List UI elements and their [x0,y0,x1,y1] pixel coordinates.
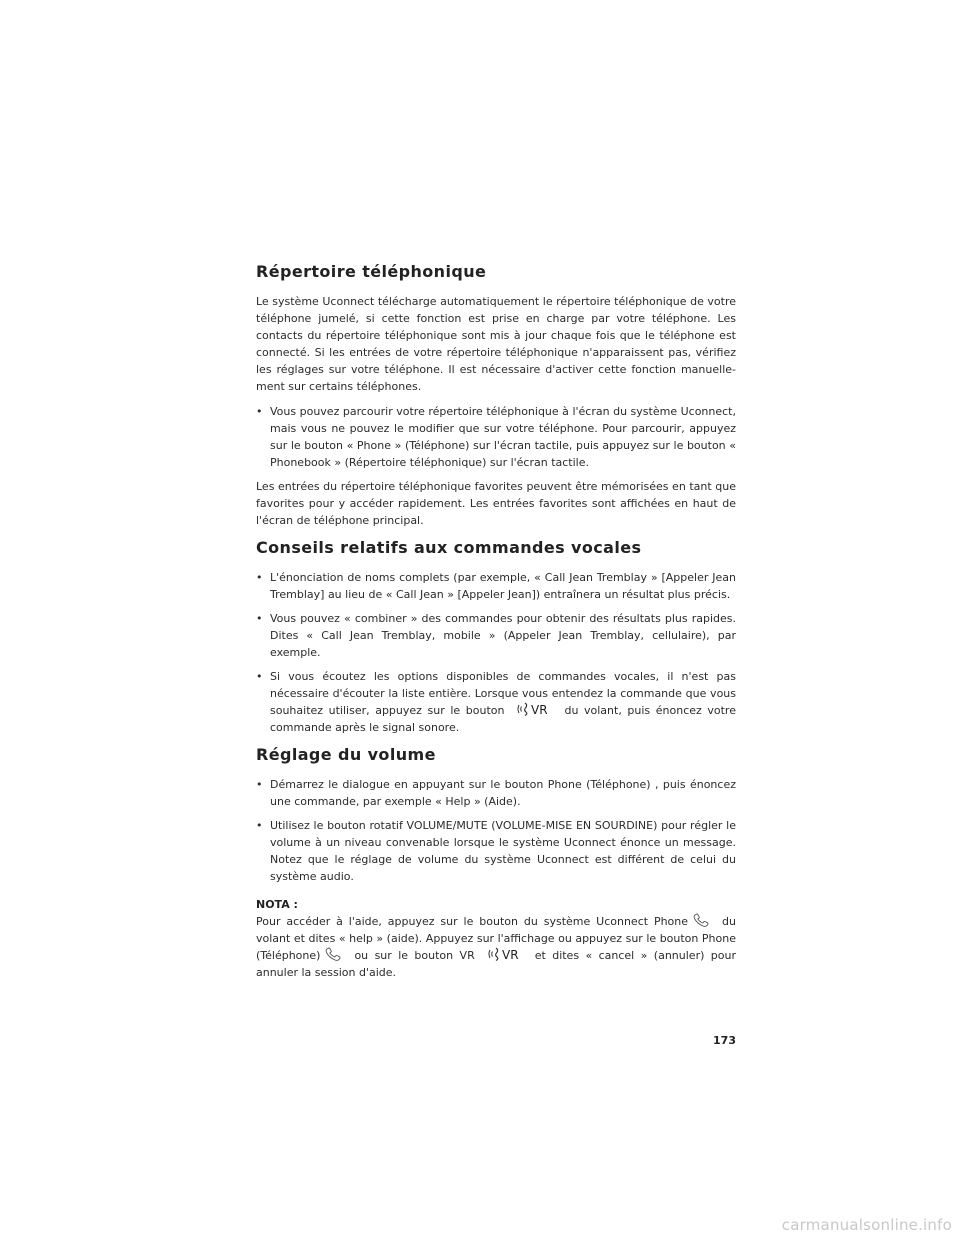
voice-recognition-icon [516,702,554,716]
nota-text-1: Pour accéder à l'aide, appuyez sur le bouton du système Uconnect Phone [256,915,689,928]
list-item [256,817,736,885]
list-item [256,668,736,736]
list-item [256,403,736,471]
voice-recognition-icon [487,947,525,961]
bullet-dot: • [256,778,263,791]
phone-icon [324,947,344,962]
paragraph-repertoire-favorites: Les entrées du répertoire téléphonique favorites peuvent être mémorisées en tant que favorites pour y accéder rapidement. Les entrées favorites sont affichées en haut de l'écran de téléphone principal. [256,480,736,527]
section-heading-conseils: Conseils relatifs aux commandes vocales [256,538,642,557]
bullet-dot: • [256,819,263,832]
nota-text-3: ou sur le bouton VR [354,949,475,962]
page-content [256,262,736,989]
bullet-text: Utilisez le bouton rotatif VOLUME/MUTE (VOLUME-MISE EN SOURDINE) pour régler le volume à un niveau convenable lorsque le système Uconnect énonce un message. Notez que le réglage de volume du système Uconnect est différent de celui du système audio. [270,819,736,883]
nota-paragraph [256,913,736,981]
section-heading-repertoire: Répertoire téléphonique [256,262,487,281]
vr-label: VR [501,948,519,961]
section-heading-volume: Réglage du volume [256,745,436,764]
list-item [256,776,736,810]
page-number: 173 [713,1034,736,1047]
watermark: carmanualsonline.info [781,1216,952,1234]
bullet-dot: • [256,670,263,683]
bullet-dot: • [256,612,263,625]
bullet-text-before-icon: Si vous écoutez les options disponibles de commandes vocales, il n'est pas nécessaire d'écouter la liste entière. Lorsque vous entendez la commande que vous souhaitez utiliser, appuyez sur le bouton [270,670,736,717]
nota-title: NOTA : [256,898,298,911]
bullet-text [270,668,736,736]
bullet-text: L'énonciation de noms complets (par exemple, « Call Jean Tremblay » [Appeler Jean Tremblay] au lieu de « Call Jean » [Appeler Jean]) entraînera un résultat plus précis. [270,571,736,601]
paragraph-repertoire-intro: Le système Uconnect télécharge automatiquement le répertoire téléphonique de votre téléphone jumelé, si cette fonction est prise en charge par votre téléphone. Les contacts du répertoire téléphonique sont mis à jour chaque fois que le téléphone est connecté. Si les entrées de votre répertoire téléphonique n'apparaissent pas, vérifiez les réglages sur votre téléphone. Il est nécessaire d'activer cette fonction manuelle-ment sur certains téléphones. [256,295,736,393]
list-item [256,610,736,661]
bullet-dot: • [256,405,263,418]
nota-text-4: et dites « cancel » (annuler) pour annuler la session d'aide. [256,949,736,979]
bullet-text-after-icon: du volant, puis énoncez votre commande après le signal sonore. [270,704,736,734]
bullet-text: Démarrez le dialogue en appuyant sur le bouton Phone (Téléphone) , puis énoncez une commande, par exemple « Help » (Aide). [270,778,736,808]
bullet-text: Vous pouvez parcourir votre répertoire téléphonique à l'écran du système Uconnect, mais vous ne pouvez le modifier que sur votre téléphone. Pour parcourir, appuyez sur le bouton « Phone » (Téléphone) sur l'écran tactile, puis appuyez sur le bouton « Phonebook » (Répertoire téléphonique) sur l'écran tactile. [270,405,736,469]
phone-icon [692,913,712,928]
vr-label: VR [531,703,549,716]
nota-text-2: du volant et dites « help » (aide). Appuyez sur l'affichage ou appuyez sur le bouton Phone (Téléphone) [256,915,736,962]
list-item [256,569,736,603]
bullet-dot: • [256,571,263,584]
bullet-text: Vous pouvez « combiner » des commandes pour obtenir des résultats plus rapides. Dites « Call Jean Tremblay, mobile » (Appeler Jean Tremblay, cellulaire), par exemple. [270,612,736,659]
